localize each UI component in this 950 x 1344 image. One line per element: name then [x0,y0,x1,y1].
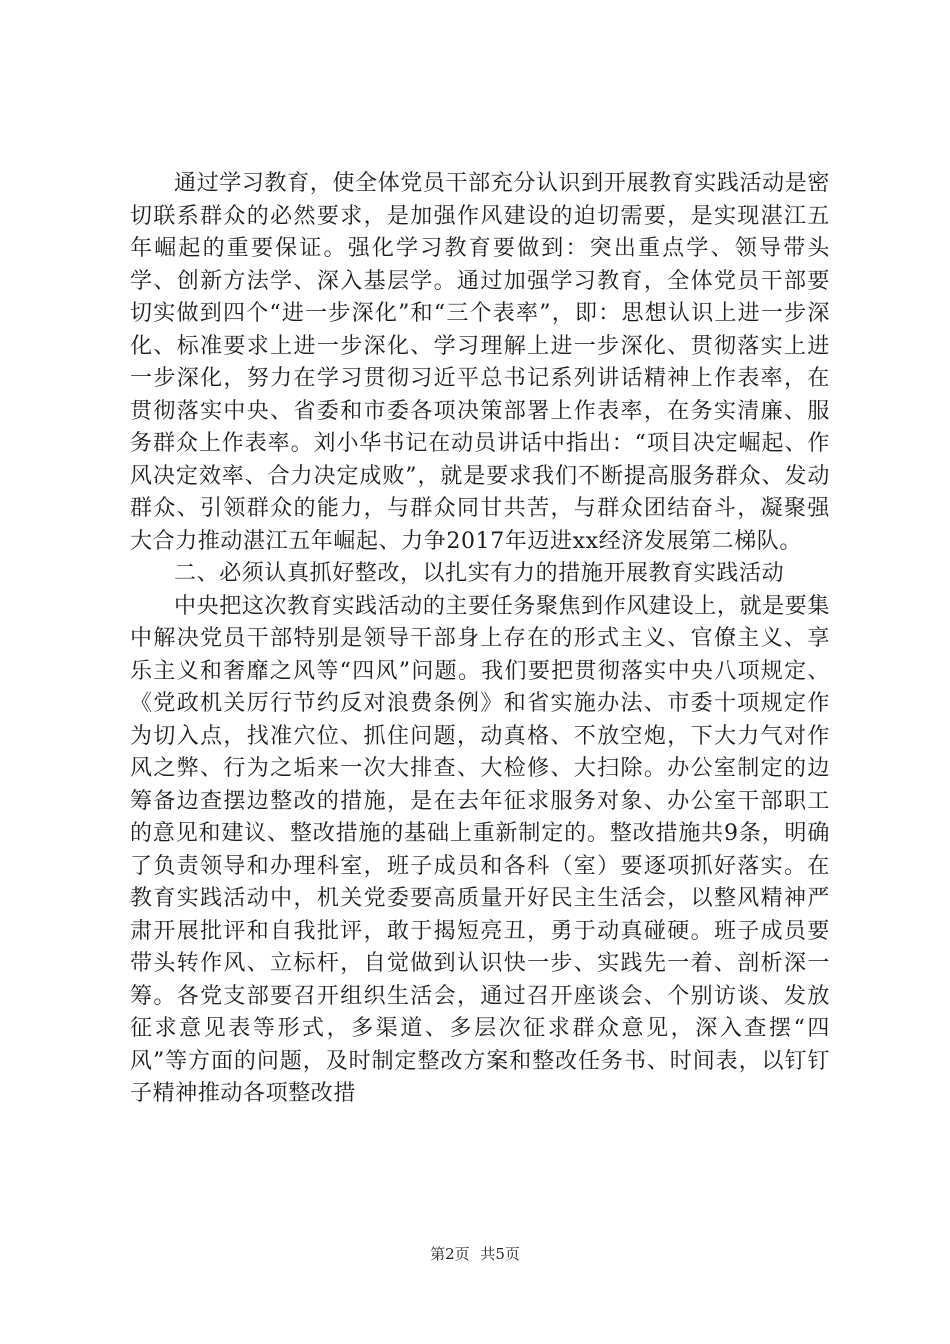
section-heading: 二、必须认真抓好整改，以扎实有力的措施开展教育实践活动 [174,561,785,586]
document-body [130,168,830,1111]
paragraph: 中央把这次教育实践活动的主要任务聚焦到作风建设上，就是要集中解决党员干部特别是领导干部身上存在的形式主义、官僚主义、享乐主义和奢靡之风等“四风”问题。我们要把贯彻落实中央八项规定、《党政机关厉行节约反对浪费条例》和省实施办法、市委十项规定作为切入点，找准穴位、抓住问题，动真格、不放空炮，下大力气对作风之弊、行为之垢来一次大排查、大检修、大扫除。办公室制定的边筹备边查摆边整改的措施，是在去年征求服务对象、办公室干部职工的意见和建议、整改措施的基础上重新制定的。整改措施共9条，明确了负责领导和办理科室，班子成员和各科（室）要逐项抓好落实。在教育实践活动中，机关党委要高质量开好民主生活会，以整风精神严肃开展批评和自我批评，敢于揭短亮丑，勇于动真碰硬。班子成员要带头转作风、立标杆，自觉做到认识快一步、实践先一着、剖析深一筹。各党支部要召开组织生活会，通过召开座谈会、个别访谈、发放征求意见表等形式，多渠道、多层次征求群众意见，深入查摆“四风”等方面的问题，及时制定整改方案和整改任务书、时间表，以钉钉子精神推动各项整改措 [130,593,830,1106]
page-number: 第2页 [430,1245,470,1263]
paragraph: 通过学习教育，使全体党员干部充分认识到开展教育实践活动是密切联系群众的必然要求，是加强作风建设的迫切需要，是实现湛江五年崛起的重要保证。强化学习教育要做到：突出重点学、领导带头学、创新方法学、深入基层学。通过加强学习教育，全体党员干部要切实做到四个“进一步深化”和“三个表率”，即：思想认识上进一步深化、标准要求上进一步深化、学习理解上进一步深化、贯彻落实上进一步深化，努力在学习贯彻习近平总书记系列讲话精神上作表率，在贯彻落实中央、省委和市委各项决策部署上作表率，在务实清廉、服务群众上作表率。刘小华书记在动员讲话中指出：“项目决定崛起、作风决定效率、合力决定成败”，就是要求我们不断提高服务群众、发动群众、引领群众的能力，与群众同甘共苦，与群众团结奋斗，凝聚强大合力推动湛江五年崛起、力争2017年迈进xx经济发展第二梯队。 [130,171,830,554]
page-footer [0,1243,950,1264]
page-total: 共5页 [480,1245,520,1263]
